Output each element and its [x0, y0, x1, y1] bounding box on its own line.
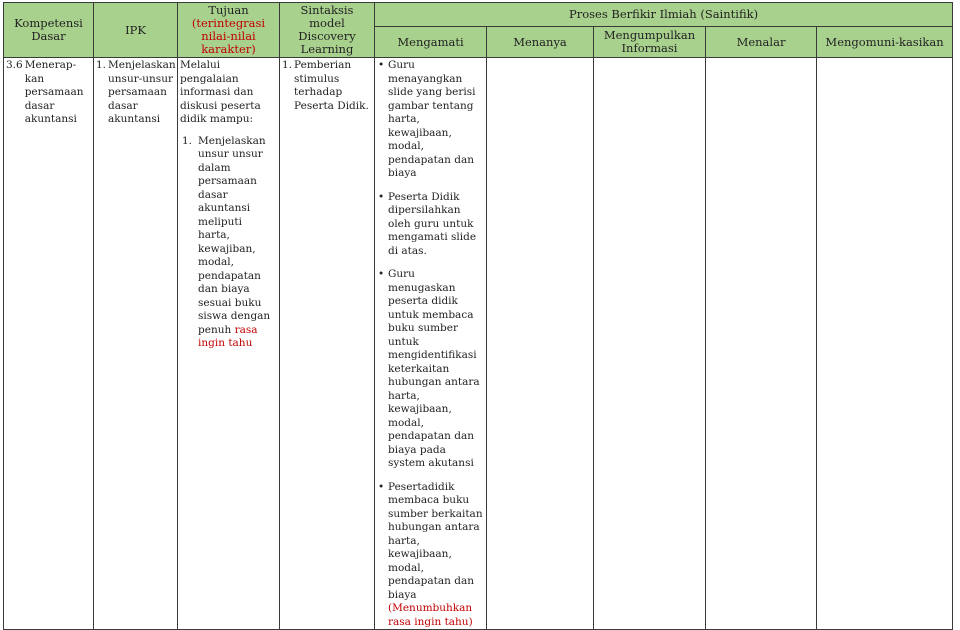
cell-mengomunikasikan — [817, 58, 953, 630]
cell-ipk — [94, 58, 178, 630]
ipk-text: Menjelaskan unsur-unsur persamaan dasar akuntansi — [108, 59, 176, 125]
header-proses-saintifik: Proses Berfikir Ilmiah (Saintifik) — [375, 3, 953, 27]
ipk-number: 1. — [96, 59, 107, 71]
list-item-karakter: (Menumbuhkan rasa ingin tahu) — [388, 602, 473, 628]
header-mengomunikasikan: Mengomuni-kasikan — [817, 27, 953, 58]
header-kompetensi-dasar: Kompetensi Dasar — [4, 3, 94, 58]
header-tujuan-label: Tujuan — [208, 3, 249, 17]
list-item: • Peserta Didik dipersilahkan oleh guru untuk mengamati slide di atas. — [377, 191, 484, 259]
cell-kompetensi-dasar — [4, 58, 94, 630]
list-item: • Guru menugaskan peserta didik untuk membaca buku sumber untuk mengidentifikasi keterkaitan hubungan antara harta, kewajibaan, modal, pendapatan dan biaya pada system akutansi — [377, 268, 484, 471]
header-mengumpulkan-informasi: Mengumpulkan Informasi — [594, 27, 706, 58]
sintaksis-number: 1. — [282, 59, 293, 71]
header-sintaksis: Sintaksis model Discovery Learning — [280, 3, 375, 58]
cell-sintaksis — [280, 58, 375, 630]
header-row-top — [4, 3, 953, 27]
mengamati-list — [377, 59, 484, 629]
lesson-plan-table — [3, 2, 953, 630]
header-mengamati: Mengamati — [375, 27, 487, 58]
tujuan-number: 1. — [182, 134, 193, 147]
header-ipk: IPK — [94, 3, 178, 58]
header-tujuan — [178, 3, 280, 58]
header-tujuan-karakter: (terintegrasi nilai-nilai karakter) — [191, 16, 266, 56]
sintaksis-text: Pemberian stimulus terhadap Peserta Didik. — [294, 59, 369, 112]
cell-mengumpulkan-informasi — [594, 58, 706, 630]
cell-menalar — [706, 58, 817, 630]
kd-number: 3.6 — [6, 59, 23, 71]
tujuan-karakter-text: rasa ingin tahu — [198, 323, 258, 349]
cell-tujuan — [178, 58, 280, 630]
cell-menanya — [487, 58, 594, 630]
header-menalar: Menalar — [706, 27, 817, 58]
list-item — [377, 481, 484, 630]
tujuan-item-text: Menjelaskan unsur unsur dalam persamaan dasar akuntansi meliputi harta, kewajiban, modal, pendapatan dan biaya sesuai buku siswa dengan penuh — [198, 134, 271, 336]
table-row — [4, 58, 953, 630]
list-item-text: Pesertadidik membaca buku sumber berkaitan hubungan antara harta, kewajibaan, modal, pendapatan dan biaya — [388, 480, 483, 601]
tujuan-intro: Melalui pengalaian informasi dan diskusi peserta didik mampu: — [180, 59, 261, 125]
kd-text: Menerap-kan persamaan dasar akuntansi — [24, 59, 84, 125]
header-menanya: Menanya — [487, 27, 594, 58]
list-item: • Guru menayangkan slide yang berisi gambar tentang harta, kewajibaan, modal, pendapatan dan biaya — [377, 59, 484, 181]
cell-mengamati — [375, 58, 487, 630]
